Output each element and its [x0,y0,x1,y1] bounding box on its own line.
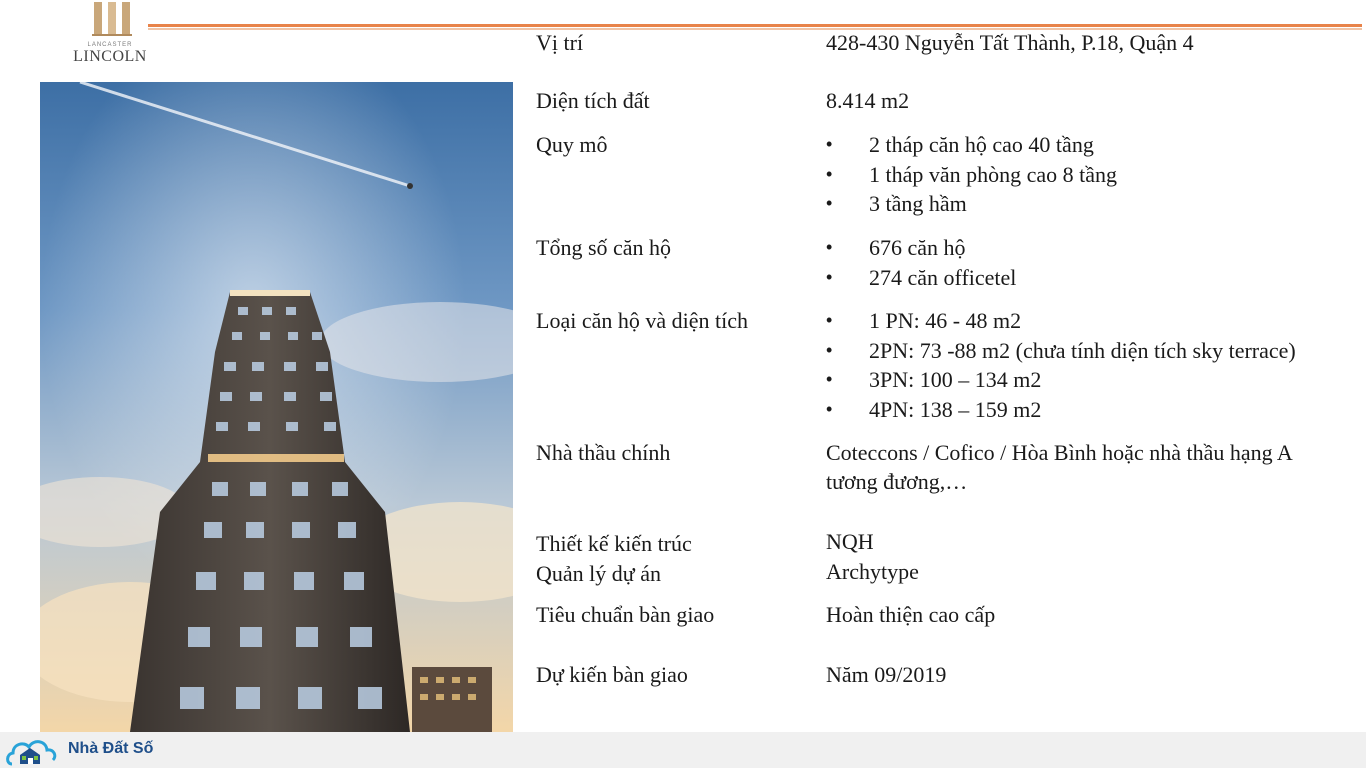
logo-title: LINCOLN [73,48,147,65]
list-item: • 1 PN: 46 - 48 m2 [826,306,1296,336]
list-item: • 676 căn hộ [826,233,1016,263]
handover-standard-label: Tiêu chuẩn bàn giao [536,602,715,627]
contractor-label: Nhà thầu chính [536,440,671,465]
list-item: • 1 tháp văn phòng cao 8 tầng [826,160,1117,190]
scale-label: Quy mô [536,132,608,157]
contractor-value: Coteccons / Cofico / Hòa Bình hoặc nhà thầu hạng A [826,440,1293,465]
list-item: • 274 căn officetel [826,263,1016,293]
expected-handover-label: Dự kiến bàn giao [536,662,688,687]
unit-types-list [826,306,1296,424]
unit-types-label: Loại căn hộ và diện tích [536,308,748,333]
list-item: • 3 tầng hầm [826,189,1117,219]
footer-bar [0,732,1366,768]
lincoln-logo-mark-icon [90,0,134,38]
list-item: • 4PN: 138 – 159 m2 [826,395,1296,425]
list-item: • 3PN: 100 – 134 m2 [826,365,1296,395]
pm-value: Archytype [826,559,919,584]
total-units-label: Tổng số căn hộ [536,235,672,260]
footer-brand[interactable]: Nhà Đất Số [68,740,154,757]
scale-list [826,130,1117,219]
architect-label: Thiết kế kiến trúc [536,531,692,556]
list-item: • 2 tháp căn hộ cao 40 tầng [826,130,1117,160]
expected-handover-value: Năm 09/2019 [826,662,947,687]
logo-subtitle: LANCASTER [87,42,133,48]
land-area-value: 8.414 m2 [826,88,910,113]
project-logo [62,0,158,72]
location-value: 428-430 Nguyễn Tất Thành, P.18, Quận 4 [826,30,1194,55]
handover-standard-value: Hoàn thiện cao cấp [826,602,996,627]
total-units-list [826,233,1016,292]
location-label: Vị trí [536,30,584,55]
list-item: • 2PN: 73 -88 m2 (chưa tính diện tích sky terrace) [826,336,1296,366]
contractor-value-cont: tương đương,… [826,469,968,494]
pm-label: Quản lý dự án [536,561,661,586]
building-illustration-icon [40,82,513,732]
header-rule [148,24,1362,27]
building-photo [40,82,513,732]
house-cloud-logo-icon [4,734,66,768]
land-area-label: Diện tích đất [536,88,650,113]
architect-value: NQH [826,529,874,554]
